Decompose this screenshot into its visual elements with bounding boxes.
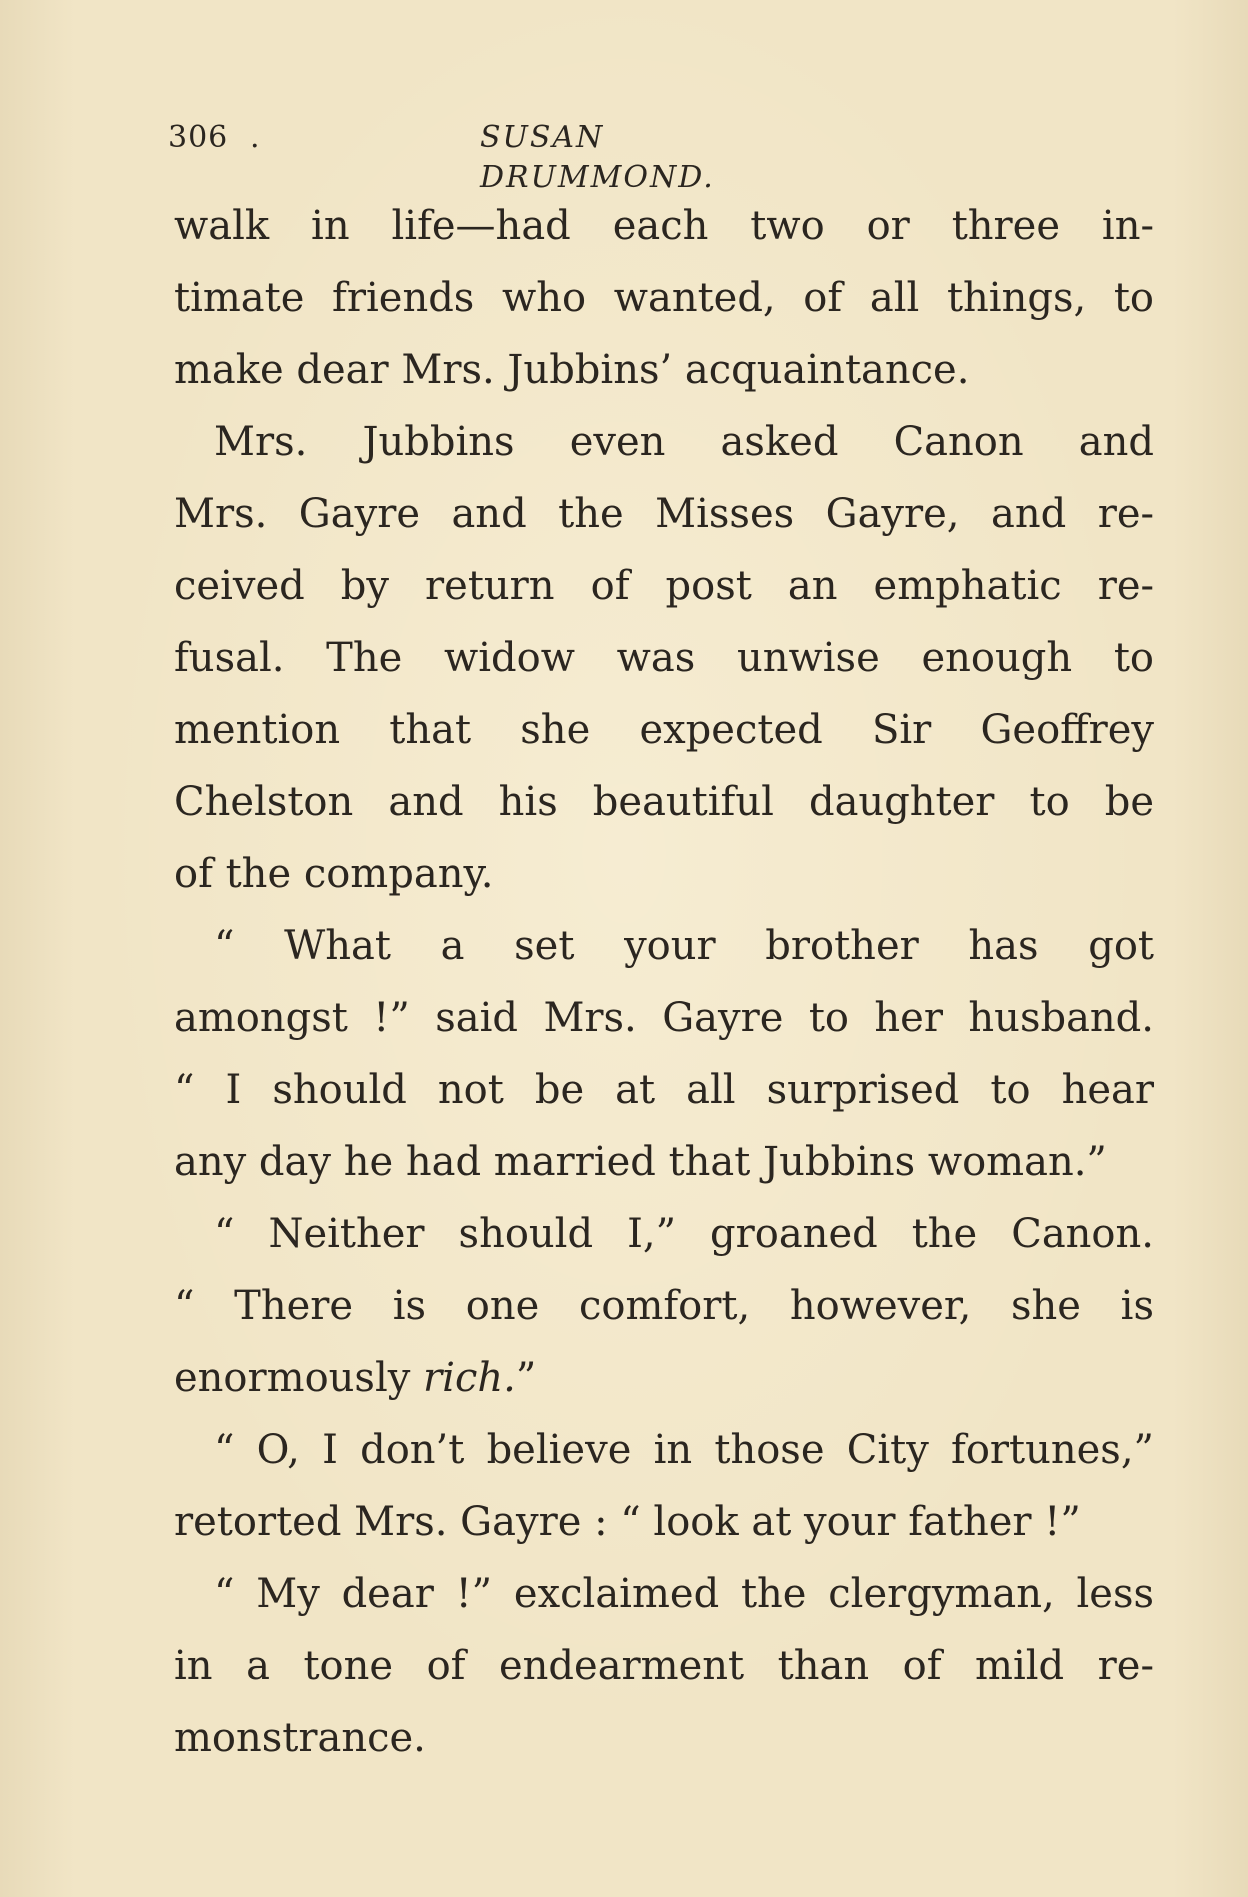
- text-span: enormously: [174, 1355, 411, 1401]
- text-line: in a tone of endearment than of mild re-: [174, 1643, 1154, 1689]
- paragraph-start-line: “ What a set your brother has got: [214, 923, 1154, 969]
- text-line: ceived by return of post an emphatic re-: [174, 563, 1154, 609]
- text-line: mention that she expected Sir Geoffrey: [174, 707, 1154, 753]
- text-line: any day he had married that Jubbins woman.”: [174, 1139, 1107, 1185]
- text-line: “ There is one comfort, however, she is: [174, 1283, 1154, 1329]
- text-line: monstrance.: [174, 1715, 426, 1761]
- paragraph-start-line: “ Neither should I,” groaned the Canon.: [214, 1211, 1154, 1257]
- closing-quote: ”: [515, 1355, 537, 1401]
- text-line: make dear Mrs. Jubbins’ acquaintance.: [174, 347, 970, 393]
- text-line: [174, 1342, 1154, 1414]
- italic-emphasis: rich.: [423, 1355, 516, 1401]
- text-line: timate friends who wanted, of all things, to: [174, 275, 1154, 321]
- body-text: [174, 190, 1154, 1774]
- running-title: SUSAN DRUMMOND.: [480, 120, 715, 195]
- header-separator: .: [250, 120, 260, 155]
- text-line: “ I should not be at all surprised to hear: [174, 1067, 1154, 1113]
- paragraph-start-line: “ O, I don’t believe in those City fortunes,”: [214, 1427, 1154, 1473]
- text-line: retorted Mrs. Gayre : “ look at your father !”: [174, 1499, 1081, 1545]
- paragraph-start-line: “ My dear !” exclaimed the clergyman, less: [214, 1571, 1154, 1617]
- page-number: 306: [168, 120, 229, 155]
- text-line: of the company.: [174, 851, 494, 897]
- text-line: Mrs. Gayre and the Misses Gayre, and re-: [174, 491, 1154, 537]
- text-line: Chelston and his beautiful daughter to be: [174, 779, 1154, 825]
- paragraph-start-line: Mrs. Jubbins even asked Canon and: [214, 419, 1154, 465]
- text-line: walk in life—had each two or three in-: [174, 203, 1154, 249]
- text-line: fusal. The widow was unwise enough to: [174, 635, 1154, 681]
- text-line: amongst !” said Mrs. Gayre to her husband.: [174, 995, 1154, 1041]
- running-head: [168, 118, 848, 195]
